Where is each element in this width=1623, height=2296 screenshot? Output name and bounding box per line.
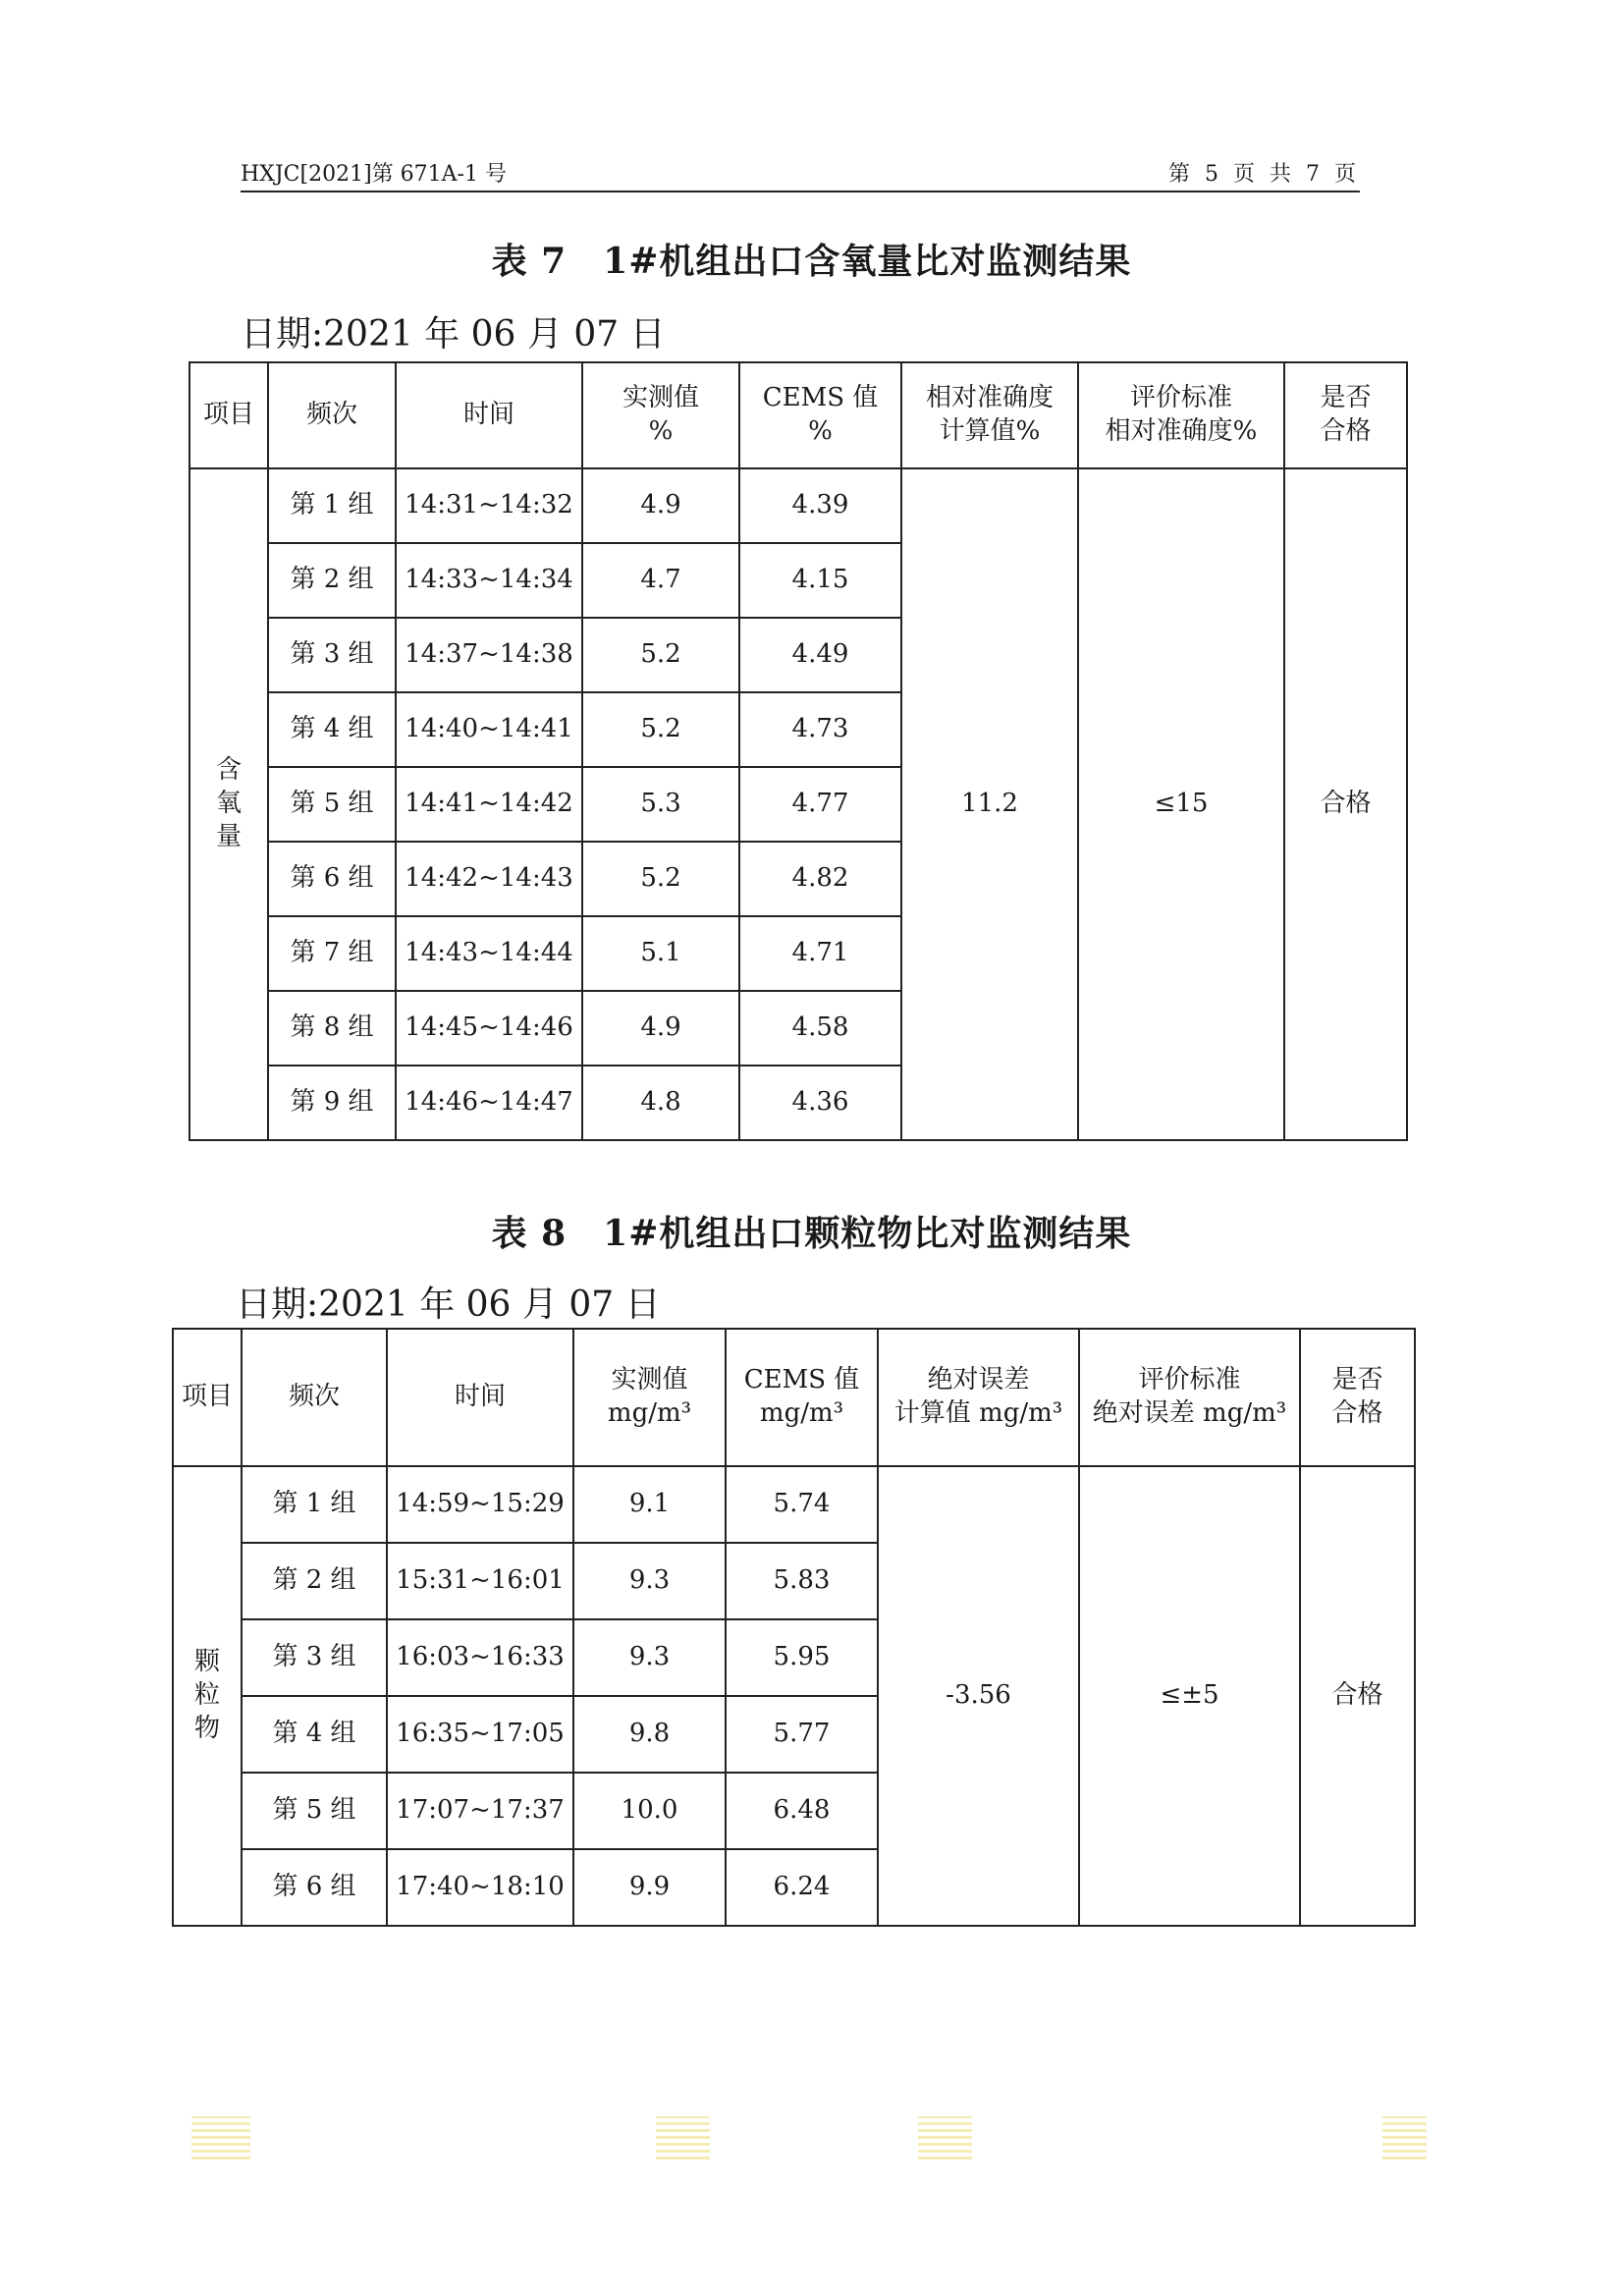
- measured-value: 4.9: [582, 991, 739, 1066]
- item-name: 含氧量: [189, 468, 268, 1140]
- measured-value: 9.3: [573, 1619, 726, 1696]
- table7-header-row: [189, 362, 1407, 468]
- measured-value: 9.3: [573, 1543, 726, 1619]
- time-cell: 14:31~14:32: [396, 468, 582, 543]
- result-value: 合格: [1300, 1466, 1415, 1926]
- time-cell: 16:35~17:05: [387, 1696, 573, 1773]
- table7-date: 日期:2021 年 06 月 07 日: [241, 314, 666, 355]
- header-pass: [1300, 1329, 1415, 1466]
- cems-value: 4.36: [739, 1066, 901, 1140]
- header-standard-line2: 绝对误差 mg/m³: [1092, 1398, 1287, 1428]
- time-cell: 14:40~14:41: [396, 692, 582, 767]
- header-measured-line2: %: [648, 416, 674, 446]
- measured-value: 10.0: [573, 1773, 726, 1849]
- time-cell: 14:42~14:43: [396, 842, 582, 916]
- scan-artifact: [191, 2116, 250, 2159]
- measured-value: 5.3: [582, 767, 739, 842]
- header-measured-line1: 实测值: [622, 383, 699, 413]
- item-name: 颗粒物: [173, 1466, 242, 1926]
- measured-value: 4.7: [582, 543, 739, 618]
- table-row: [173, 1466, 1415, 1543]
- measured-value: 5.2: [582, 618, 739, 692]
- time-cell: 14:33~14:34: [396, 543, 582, 618]
- measured-value: 9.9: [573, 1849, 726, 1926]
- time-cell: 15:31~16:01: [387, 1543, 573, 1619]
- measured-value: 5.1: [582, 916, 739, 991]
- table8-date: 日期:2021 年 06 月 07 日: [236, 1285, 661, 1325]
- cems-value: 5.74: [726, 1466, 878, 1543]
- cems-value: 5.95: [726, 1619, 878, 1696]
- page-number: 第 5 页 共 7 页: [1168, 162, 1360, 187]
- header-calc-line2: 计算值 mg/m³: [893, 1398, 1063, 1428]
- group-cell: 第 5 组: [242, 1773, 387, 1849]
- header-pass-line2: 合格: [1320, 416, 1372, 446]
- measured-value: 5.2: [582, 692, 739, 767]
- measured-value: 4.8: [582, 1066, 739, 1140]
- scan-artifact: [1382, 2116, 1427, 2159]
- header-standard-line1: 评价标准: [1138, 1365, 1241, 1395]
- header-calc-line1: 绝对误差: [927, 1365, 1030, 1395]
- header-standard-line2: 相对准确度%: [1105, 416, 1258, 446]
- header-standard: [1079, 1329, 1300, 1466]
- header-measured-line1: 实测值: [611, 1365, 688, 1395]
- group-cell: 第 3 组: [268, 618, 396, 692]
- cems-value: 4.58: [739, 991, 901, 1066]
- table7: [189, 361, 1408, 1141]
- time-cell: 17:07~17:37: [387, 1773, 573, 1849]
- header-standard: [1078, 362, 1284, 468]
- group-cell: 第 1 组: [242, 1466, 387, 1543]
- group-cell: 第 4 组: [268, 692, 396, 767]
- cems-value: 6.48: [726, 1773, 878, 1849]
- scan-artifact: [656, 2116, 710, 2159]
- group-cell: 第 7 组: [268, 916, 396, 991]
- header-cems: [726, 1329, 878, 1466]
- group-cell: 第 8 组: [268, 991, 396, 1066]
- header-time: 时间: [396, 362, 582, 468]
- header-cems: [739, 362, 901, 468]
- header-calc: [878, 1329, 1079, 1466]
- time-cell: 14:59~15:29: [387, 1466, 573, 1543]
- cems-value: 5.83: [726, 1543, 878, 1619]
- header-time: 时间: [387, 1329, 573, 1466]
- measured-value: 5.2: [582, 842, 739, 916]
- result-value: 合格: [1284, 468, 1407, 1140]
- calc-value: 11.2: [901, 468, 1078, 1140]
- group-cell: 第 6 组: [268, 842, 396, 916]
- time-cell: 17:40~18:10: [387, 1849, 573, 1926]
- cems-value: 5.77: [726, 1696, 878, 1773]
- header-standard-line1: 评价标准: [1129, 383, 1232, 413]
- time-cell: 14:45~14:46: [396, 991, 582, 1066]
- table-row: [189, 468, 1407, 543]
- measured-value: 9.1: [573, 1466, 726, 1543]
- standard-value: ≤±5: [1079, 1466, 1300, 1926]
- cems-value: 4.73: [739, 692, 901, 767]
- header-pass: [1284, 362, 1407, 468]
- standard-value: ≤15: [1078, 468, 1284, 1140]
- measured-value: 4.9: [582, 468, 739, 543]
- group-cell: 第 1 组: [268, 468, 396, 543]
- time-cell: 14:37~14:38: [396, 618, 582, 692]
- header-cems-line2: %: [808, 416, 833, 446]
- group-cell: 第 5 组: [268, 767, 396, 842]
- table8-header-row: [173, 1329, 1415, 1466]
- group-cell: 第 3 组: [242, 1619, 387, 1696]
- header-calc-line1: 相对准确度: [925, 383, 1054, 413]
- cems-value: 4.39: [739, 468, 901, 543]
- cems-value: 4.15: [739, 543, 901, 618]
- cems-value: 4.82: [739, 842, 901, 916]
- table8-title: 表 8 1#机组出口颗粒物比对监测结果: [491, 1213, 1132, 1254]
- group-cell: 第 9 组: [268, 1066, 396, 1140]
- cems-value: 4.49: [739, 618, 901, 692]
- header-item: 项目: [189, 362, 268, 468]
- time-cell: 14:43~14:44: [396, 916, 582, 991]
- table7-title: 表 7 1#机组出口含氧量比对监测结果: [491, 241, 1132, 282]
- cems-value: 6.24: [726, 1849, 878, 1926]
- header-pass-line1: 是否: [1320, 383, 1372, 413]
- header-pass-line1: 是否: [1331, 1365, 1383, 1395]
- header-measured-line2: mg/m³: [607, 1398, 692, 1428]
- group-cell: 第 2 组: [268, 543, 396, 618]
- table8: [172, 1328, 1416, 1927]
- header-item: 项目: [173, 1329, 242, 1466]
- time-cell: 16:03~16:33: [387, 1619, 573, 1696]
- header-measured: [573, 1329, 726, 1466]
- document-number: HXJC[2021]第 671A-1 号: [241, 162, 507, 187]
- time-cell: 14:46~14:47: [396, 1066, 582, 1140]
- header-calc: [901, 362, 1078, 468]
- group-cell: 第 6 组: [242, 1849, 387, 1926]
- header-calc-line2: 计算值%: [939, 416, 1041, 446]
- header-measured: [582, 362, 739, 468]
- group-cell: 第 2 组: [242, 1543, 387, 1619]
- header-frequency: 频次: [268, 362, 396, 468]
- header-cems-line1: CEMS 值: [762, 383, 879, 413]
- scan-artifact: [918, 2116, 972, 2159]
- measured-value: 9.8: [573, 1696, 726, 1773]
- time-cell: 14:41~14:42: [396, 767, 582, 842]
- cems-value: 4.71: [739, 916, 901, 991]
- calc-value: -3.56: [878, 1466, 1079, 1926]
- cems-value: 4.77: [739, 767, 901, 842]
- group-cell: 第 4 组: [242, 1696, 387, 1773]
- header-cems-line2: mg/m³: [759, 1398, 844, 1428]
- page-header: [241, 157, 1360, 192]
- header-cems-line1: CEMS 值: [743, 1365, 860, 1395]
- header-frequency: 频次: [242, 1329, 387, 1466]
- header-pass-line2: 合格: [1331, 1398, 1383, 1428]
